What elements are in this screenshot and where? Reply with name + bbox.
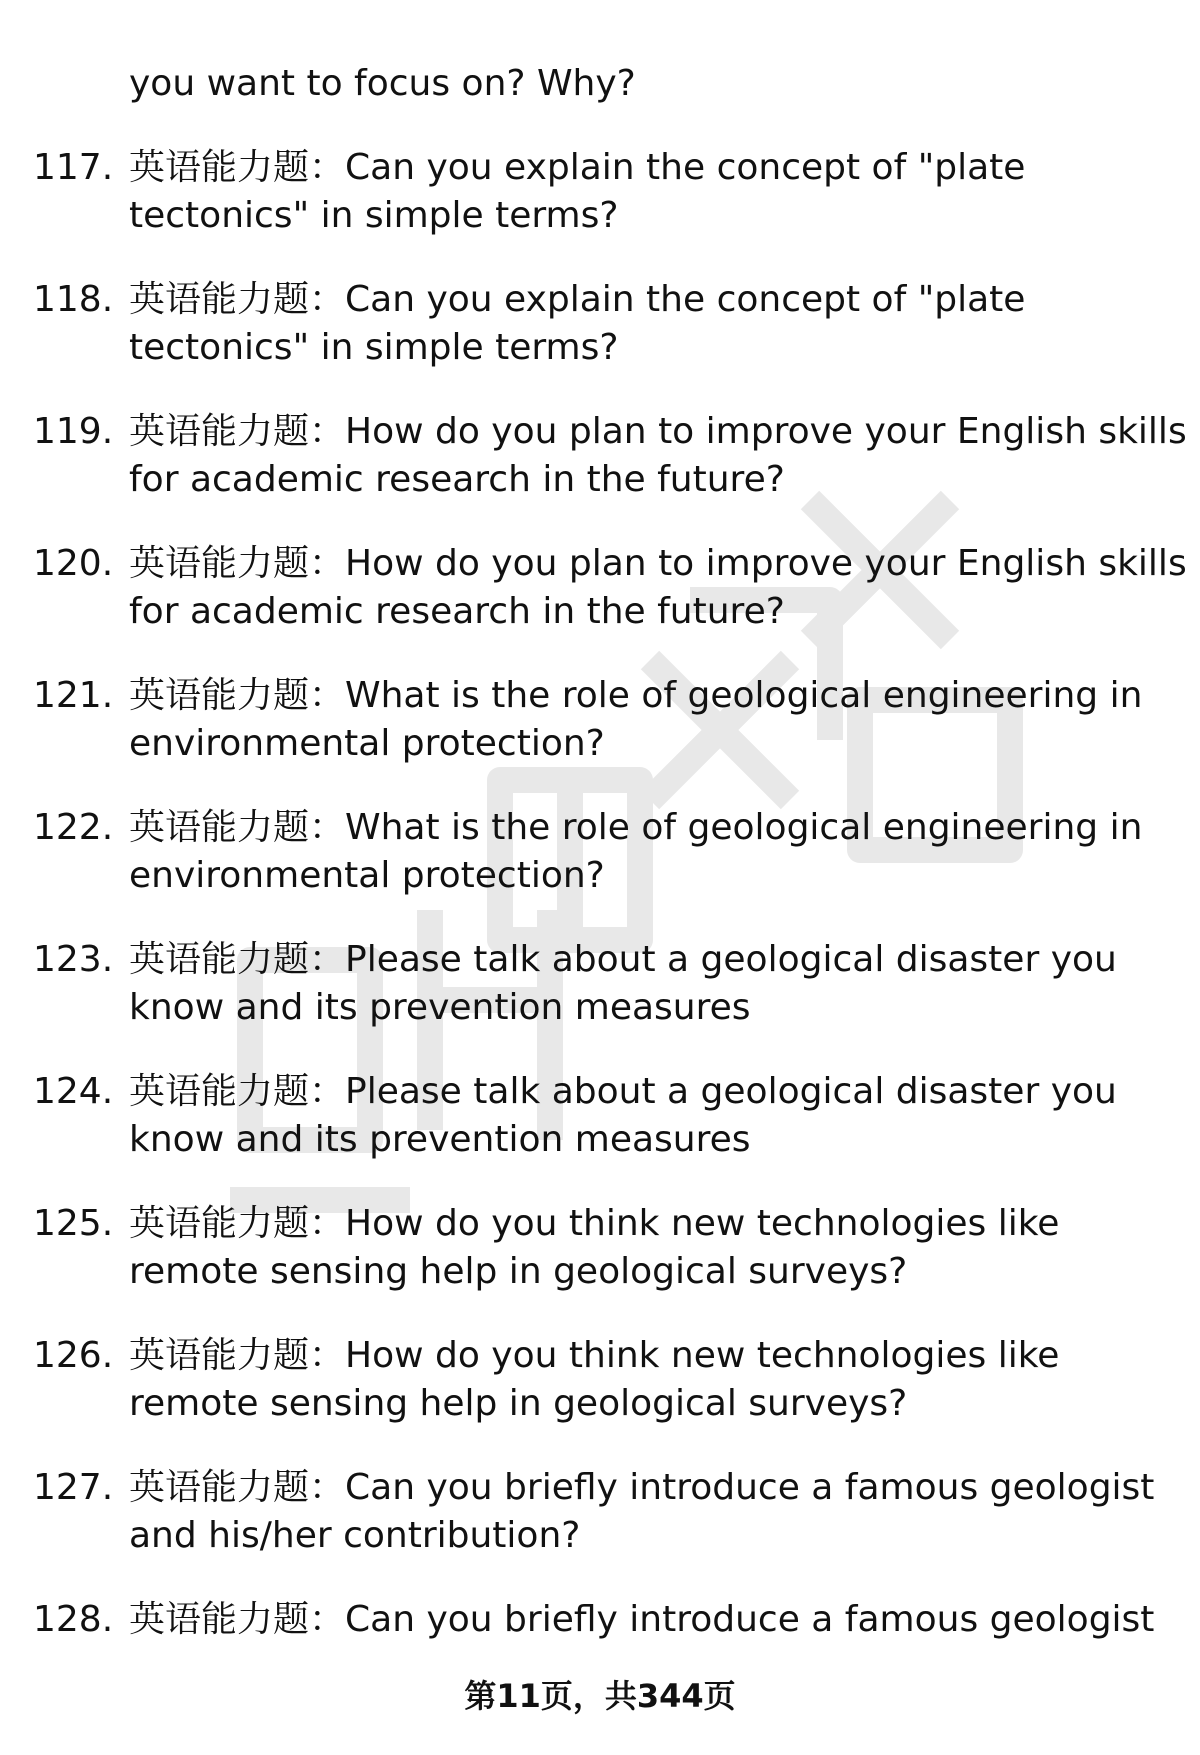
question-line: 英语能力题：What is the role of geological engineering in bbox=[129, 807, 1143, 848]
question-text bbox=[129, 1200, 1174, 1296]
continuation-text: you want to focus on? Why? bbox=[129, 63, 636, 104]
question-item bbox=[0, 144, 1200, 276]
question-text bbox=[129, 144, 1174, 240]
question-number: 126. bbox=[33, 1335, 114, 1376]
question-line: 英语能力题：Please talk about a geological disaster you bbox=[129, 939, 1117, 980]
question-item bbox=[0, 1464, 1200, 1596]
question-number: 121. bbox=[33, 675, 114, 716]
question-text bbox=[129, 804, 1174, 900]
question-line: remote sensing help in geological surveys? bbox=[129, 1383, 908, 1424]
question-line: tectonics" in simple terms? bbox=[129, 327, 619, 368]
question-item bbox=[0, 1200, 1200, 1332]
question-item bbox=[0, 804, 1200, 936]
question-number: 122. bbox=[33, 807, 114, 848]
question-line: know and its prevention measures bbox=[129, 987, 751, 1028]
question-line: 英语能力题：Can you briefly introduce a famous geologist bbox=[129, 1599, 1155, 1640]
question-number: 120. bbox=[33, 543, 114, 584]
question-number: 128. bbox=[33, 1599, 114, 1640]
question-text bbox=[129, 540, 1187, 636]
question-item bbox=[0, 1332, 1200, 1464]
page-footer: 第11页，共344页 bbox=[464, 1677, 736, 1715]
question-text bbox=[129, 672, 1174, 768]
question-line: 英语能力题：Please talk about a geological disaster you bbox=[129, 1071, 1117, 1112]
question-text bbox=[129, 1596, 1174, 1644]
question-line: 英语能力题：Can you briefly introduce a famous geologist bbox=[129, 1467, 1155, 1508]
question-item bbox=[0, 672, 1200, 804]
question-line: 英语能力题：What is the role of geological engineering in bbox=[129, 675, 1143, 716]
question-text bbox=[129, 1464, 1174, 1560]
question-number: 119. bbox=[33, 411, 114, 452]
question-line: 英语能力题：How do you plan to improve your English skills bbox=[129, 411, 1187, 452]
question-line: for academic research in the future? bbox=[129, 591, 785, 632]
question-number: 117. bbox=[33, 147, 114, 188]
question-number: 127. bbox=[33, 1467, 114, 1508]
question-item bbox=[0, 408, 1200, 540]
question-line: environmental protection? bbox=[129, 723, 605, 764]
question-item bbox=[0, 540, 1200, 672]
question-line: environmental protection? bbox=[129, 855, 605, 896]
question-line: know and its prevention measures bbox=[129, 1119, 751, 1160]
question-line: 英语能力题：Can you explain the concept of "plate bbox=[129, 147, 1026, 188]
question-line: for academic research in the future? bbox=[129, 459, 785, 500]
question-item bbox=[0, 936, 1200, 1068]
question-text bbox=[129, 276, 1174, 372]
question-text bbox=[129, 1332, 1174, 1428]
question-line: 英语能力题：How do you plan to improve your English skills bbox=[129, 543, 1187, 584]
question-number: 123. bbox=[33, 939, 114, 980]
question-list bbox=[0, 144, 1200, 1728]
question-line: remote sensing help in geological surveys? bbox=[129, 1251, 908, 1292]
question-item bbox=[0, 276, 1200, 408]
question-number: 124. bbox=[33, 1071, 114, 1112]
question-number: 118. bbox=[33, 279, 114, 320]
question-line: 英语能力题：Can you explain the concept of "plate bbox=[129, 279, 1026, 320]
question-line: 英语能力题：How do you think new technologies like bbox=[129, 1335, 1060, 1376]
question-number: 125. bbox=[33, 1203, 114, 1244]
question-text bbox=[129, 936, 1174, 1032]
question-item bbox=[0, 1068, 1200, 1200]
question-line: and his/her contribution? bbox=[129, 1515, 581, 1556]
question-line: tectonics" in simple terms? bbox=[129, 195, 619, 236]
question-line: 英语能力题：How do you think new technologies like bbox=[129, 1203, 1060, 1244]
question-text bbox=[129, 408, 1187, 504]
question-text bbox=[129, 1068, 1174, 1164]
